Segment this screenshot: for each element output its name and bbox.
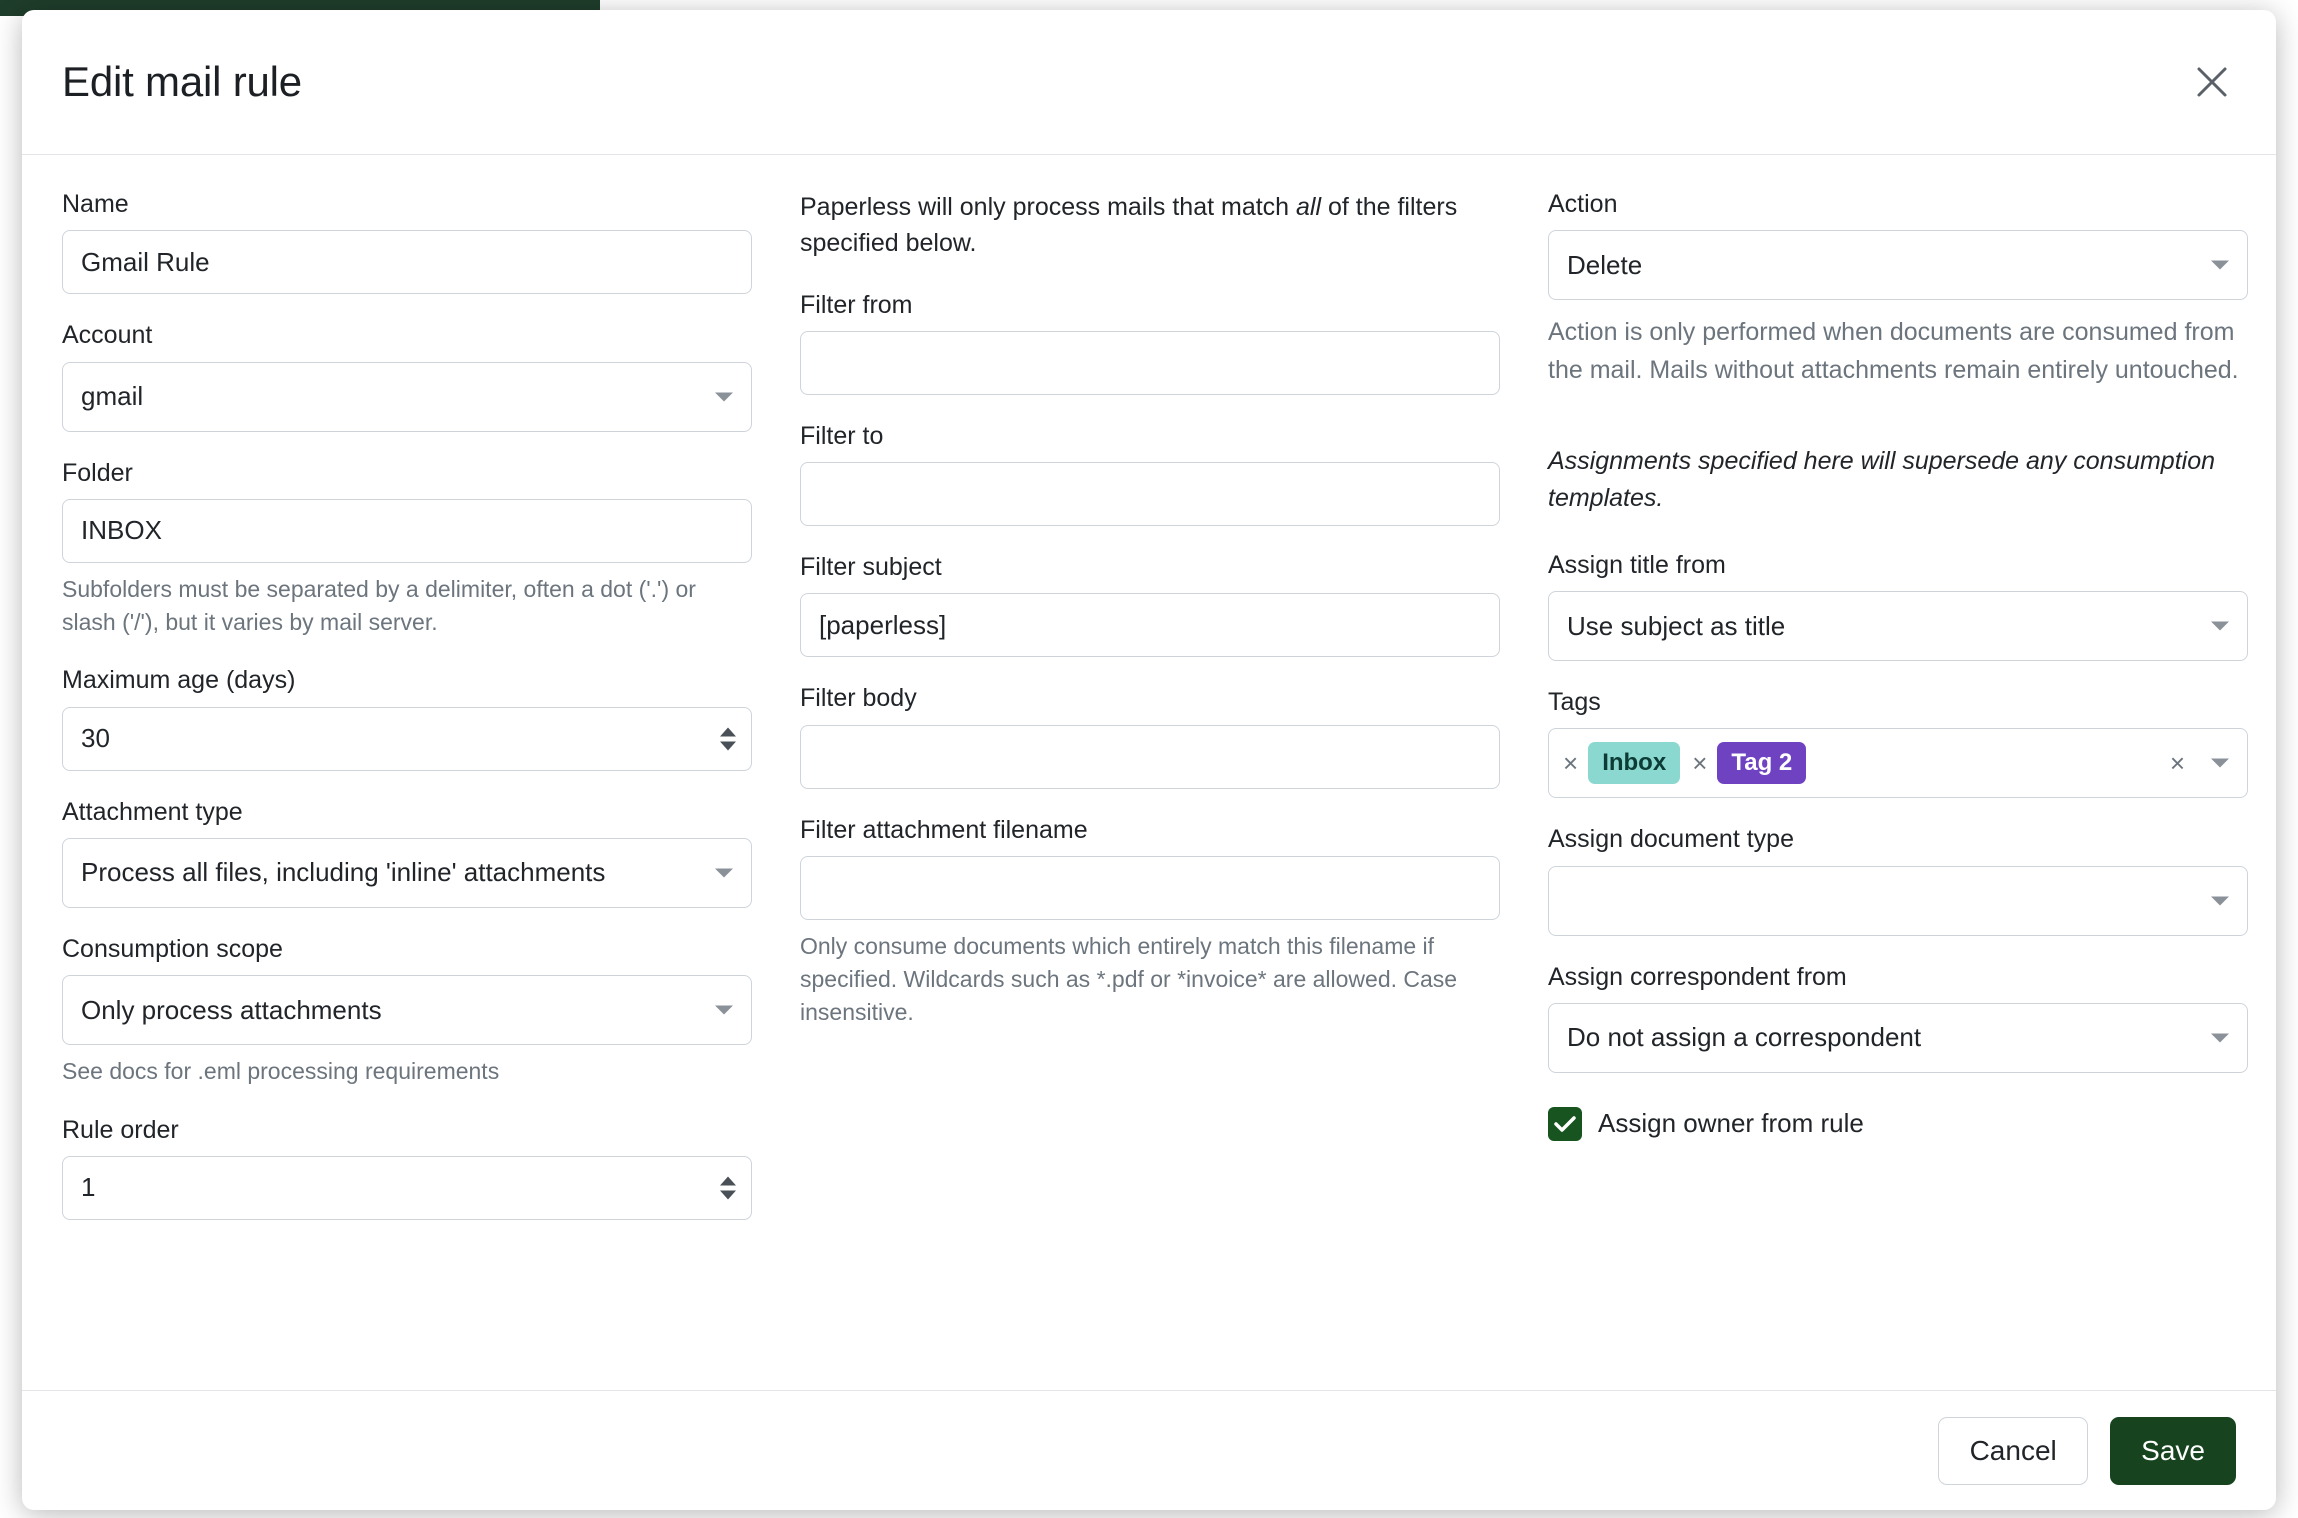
save-button[interactable]: Save [2110, 1417, 2236, 1485]
filters-intro-text [800, 189, 1490, 262]
field-assign-document-type [1548, 824, 2248, 935]
field-filter-from [800, 290, 1500, 395]
filters-intro-pre: Paperless will only process mails that match [800, 193, 1297, 221]
field-assign-correspondent-from [1548, 962, 2248, 1073]
field-consumption-scope [62, 934, 752, 1089]
field-action [1548, 189, 2248, 389]
chevron-down-icon [715, 868, 733, 877]
action-help-text: Action is only performed when documents are consumed from the mail. Mails without attachments remain entirely untouched. [1548, 318, 2239, 384]
assign-owner-label: Assign owner from rule [1598, 1108, 1864, 1139]
filter-subject-label: Filter subject [800, 553, 942, 581]
rule-order-input[interactable]: 1 [62, 1156, 752, 1220]
assign-correspondent-from-value: Do not assign a correspondent [1567, 1022, 1922, 1053]
field-tags [1548, 687, 2248, 798]
field-filter-to [800, 421, 1500, 526]
assign-correspondent-from-select[interactable] [1548, 1003, 2248, 1073]
folder-input[interactable]: INBOX [62, 499, 752, 563]
filter-body-label: Filter body [800, 684, 917, 713]
cancel-button[interactable]: Cancel [1938, 1417, 2088, 1485]
attachment-type-value: Process all files, including 'inline' attachments [81, 857, 606, 888]
edit-mail-rule-dialog [22, 10, 2276, 1510]
consumption-scope-label: Consumption scope [62, 934, 283, 963]
column-general [62, 189, 752, 1380]
tag-chip: Inbox [1588, 742, 1680, 784]
field-attachment-type [62, 797, 752, 908]
field-filter-attachment-filename [800, 815, 1500, 1030]
dialog-header [22, 10, 2276, 155]
assign-title-from-label: Assign title from [1548, 550, 1726, 579]
filter-attachment-filename-help-text: Only consume documents which entirely match this filename if specified. Wildcards such as *.pdf or *invoice* are allowed. Case insensitive. [800, 932, 1458, 1026]
maximum-age-label: Maximum age (days) [62, 666, 296, 695]
assign-title-from-select[interactable] [1548, 591, 2248, 661]
field-account [62, 320, 752, 431]
assignments-note: Assignments specified here will supersede any consumption templates. [1548, 447, 2216, 512]
filter-attachment-filename-label: Filter attachment filename [800, 815, 1088, 844]
remove-tag-icon[interactable]: × [1692, 748, 1708, 779]
action-select[interactable] [1548, 230, 2248, 300]
filter-body-input[interactable] [800, 725, 1500, 789]
spin-up-icon[interactable] [720, 1176, 736, 1185]
rule-order-label: Rule order [62, 1115, 179, 1144]
spin-up-icon[interactable] [720, 727, 736, 736]
page-title: Edit mail rule [62, 58, 302, 105]
tag-item [1690, 742, 1806, 784]
consumption-scope-help-text: See docs for .eml processing requirements [62, 1058, 500, 1085]
column-filters [800, 189, 1500, 1380]
spin-down-icon[interactable] [720, 741, 736, 750]
field-folder [62, 458, 752, 640]
folder-label: Folder [62, 458, 133, 487]
chevron-down-icon [2211, 896, 2229, 905]
close-icon[interactable] [2188, 58, 2236, 106]
rule-order-stepper [62, 1156, 752, 1220]
chevron-down-icon [2211, 1033, 2229, 1042]
dialog-body [22, 155, 2276, 1390]
tags-input[interactable] [1548, 728, 2248, 798]
field-assign-title-from [1548, 550, 2248, 661]
field-rule-order [62, 1115, 752, 1220]
assign-correspondent-from-label: Assign correspondent from [1548, 962, 1847, 991]
rule-order-spin-buttons[interactable] [720, 1176, 736, 1199]
assign-owner-checkbox[interactable] [1548, 1107, 1582, 1141]
maximum-age-spin-buttons[interactable] [720, 727, 736, 750]
field-filter-subject [800, 552, 1500, 657]
filter-from-input[interactable] [800, 331, 1500, 395]
remove-tag-icon[interactable]: × [1563, 748, 1579, 779]
field-name [62, 189, 752, 294]
attachment-type-select[interactable] [62, 838, 752, 908]
chevron-down-icon [715, 1006, 733, 1015]
chevron-down-icon [715, 392, 733, 401]
dialog-footer [22, 1390, 2276, 1510]
filter-attachment-filename-input[interactable] [800, 856, 1500, 920]
tag-item [1561, 742, 1680, 784]
tags-label: Tags [1548, 688, 1601, 716]
chevron-down-icon [2211, 622, 2229, 631]
filter-to-label: Filter to [800, 421, 884, 450]
maximum-age-input[interactable]: 30 [62, 707, 752, 771]
filters-intro-emphasis: all [1296, 193, 1322, 221]
filter-subject-input[interactable]: [paperless] [800, 593, 1500, 657]
filters-intro-post: of the filters specified below. [800, 193, 1458, 258]
account-label: Account [62, 321, 153, 350]
spin-down-icon[interactable] [720, 1190, 736, 1199]
chevron-down-icon [2211, 261, 2229, 270]
filter-from-label: Filter from [800, 290, 913, 319]
chevron-down-icon [2211, 759, 2229, 768]
maximum-age-stepper [62, 707, 752, 771]
action-value: Delete [1567, 249, 1643, 280]
consumption-scope-value: Only process attachments [81, 994, 382, 1025]
filter-to-input[interactable] [800, 462, 1500, 526]
name-label: Name [62, 190, 129, 218]
assign-title-from-value: Use subject as title [1567, 610, 1786, 641]
action-label: Action [1548, 190, 1618, 218]
account-select[interactable] [62, 362, 752, 432]
field-filter-body [800, 683, 1500, 788]
consumption-scope-select[interactable] [62, 975, 752, 1045]
field-assign-owner-from-rule [1548, 1107, 2248, 1141]
folder-help-text: Subfolders must be separated by a delimiter, often a dot ('.') or slash ('/'), but it varies by mail server. [62, 575, 696, 636]
assign-document-type-select[interactable] [1548, 866, 2248, 936]
name-input[interactable]: Gmail Rule [62, 230, 752, 294]
tag-chip: Tag 2 [1717, 742, 1806, 784]
field-maximum-age [62, 665, 752, 770]
clear-icon[interactable]: × [2169, 748, 2185, 779]
assign-document-type-label: Assign document type [1548, 825, 1794, 854]
account-value: gmail [81, 381, 144, 411]
attachment-type-label: Attachment type [62, 797, 243, 826]
column-actions [1548, 189, 2248, 1380]
